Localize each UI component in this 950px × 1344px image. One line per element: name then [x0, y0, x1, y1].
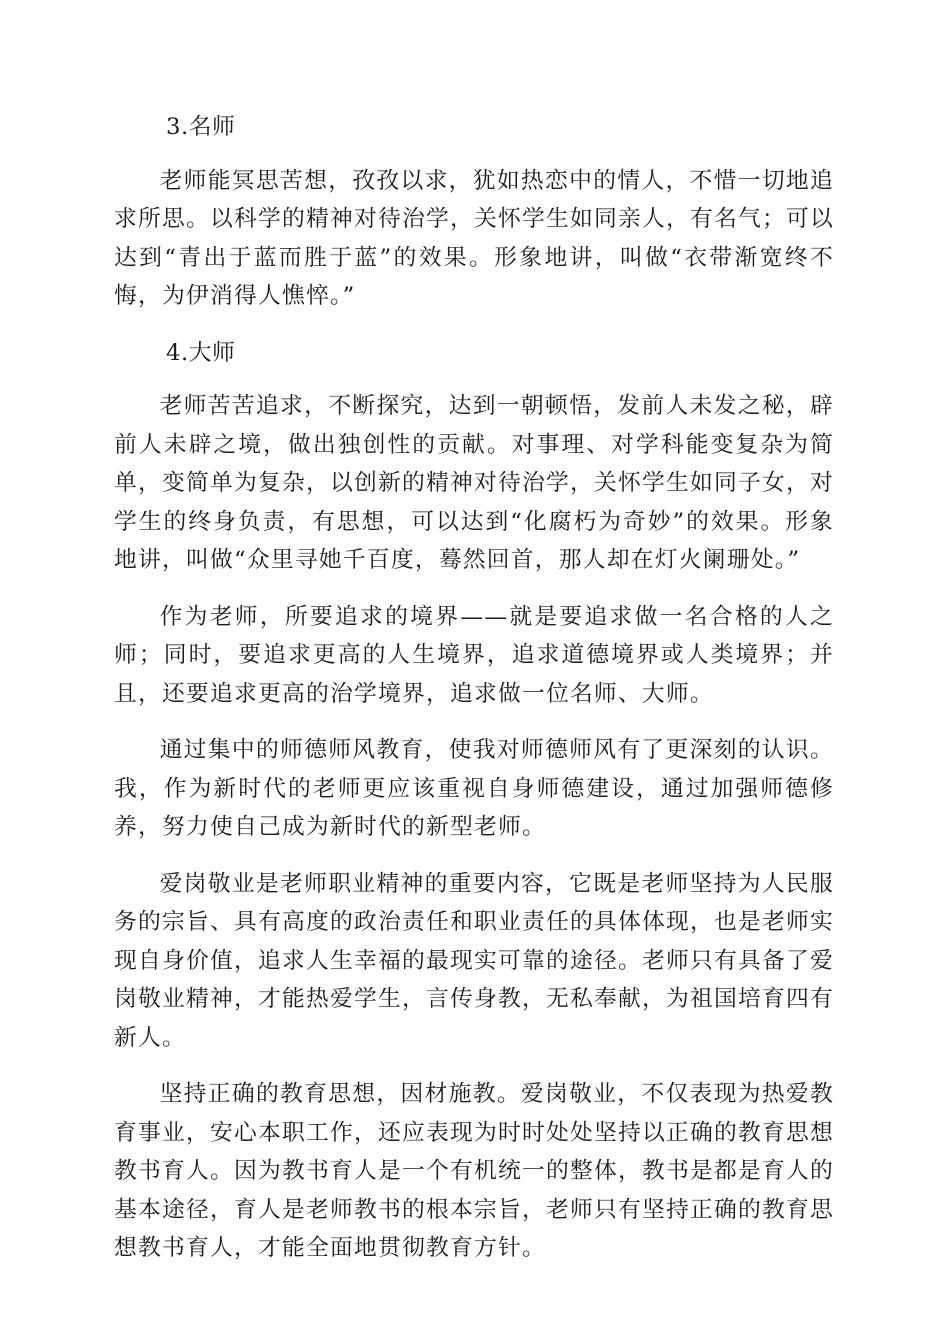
paragraph: 老师苦苦追求，不断探究，达到一朝顿悟，发前人未发之秘，辟前人未辟之境，做出独创性的贡献。对事理、对学科能变复杂为简单，变简单为复杂，以创新的精神对待治学，关怀学生如同子女，对学生的终身负责，有思想，可以达到“化腐朽为奇妙”的效果。形象地讲，叫做“众里寻她千百度，蓦然回首，那人却在灯火阑珊处。” — [114, 393, 834, 573]
paragraph: 坚持正确的教育思想，因材施教。爱岗敬业，不仅表现为热爱教育事业，安心本职工作，还应表现为时时处处坚持以正确的教育思想教书育人。因为教书育人是一个有机统一的整体，教书是都是育人的基本途径，育人是老师教书的根本宗旨，老师只有坚持正确的教育思想教书育人，才能全面地贯彻教育方针。 — [114, 1081, 834, 1261]
paragraph: 爱岗敬业是老师职业精神的重要内容，它既是老师坚持为人民服务的宗旨、具有高度的政治责任和职业责任的具体体现，也是老师实现自身价值，追求人生幸福的最现实可靠的途径。老师只有具备了爱岗敬业精神，才能热爱学生，言传身教，无私奉献，为祖国培育四有新人。 — [114, 870, 834, 1051]
paragraph: 作为老师，所要追求的境界——就是要追求做一名合格的人之师；同时，要追求更高的人生境界，追求道德境界或人类境界；并且，还要追求更高的治学境界，追求做一位名师、大师。 — [114, 603, 834, 707]
section-heading-famous-teacher: 3.名师 — [166, 114, 236, 140]
paragraph: 老师能冥思苦想，孜孜以求，犹如热恋中的情人，不惜一切地追求所思。以科学的精神对待治学，关怀学生如同亲人，有名气；可以达到“青出于蓝而胜于蓝”的效果。形象地讲，叫做“衣带渐宽终不悔，为伊消得人憔悴。” — [114, 167, 834, 309]
document-body — [114, 108, 834, 1286]
paragraph: 通过集中的师德师风教育，使我对师德师风有了更深刻的认识。我，作为新时代的老师更应该重视自身师德建设，通过加强师德修养，努力使自己成为新时代的新型老师。 — [114, 737, 834, 840]
section-heading-master: 4.大师 — [166, 339, 236, 366]
